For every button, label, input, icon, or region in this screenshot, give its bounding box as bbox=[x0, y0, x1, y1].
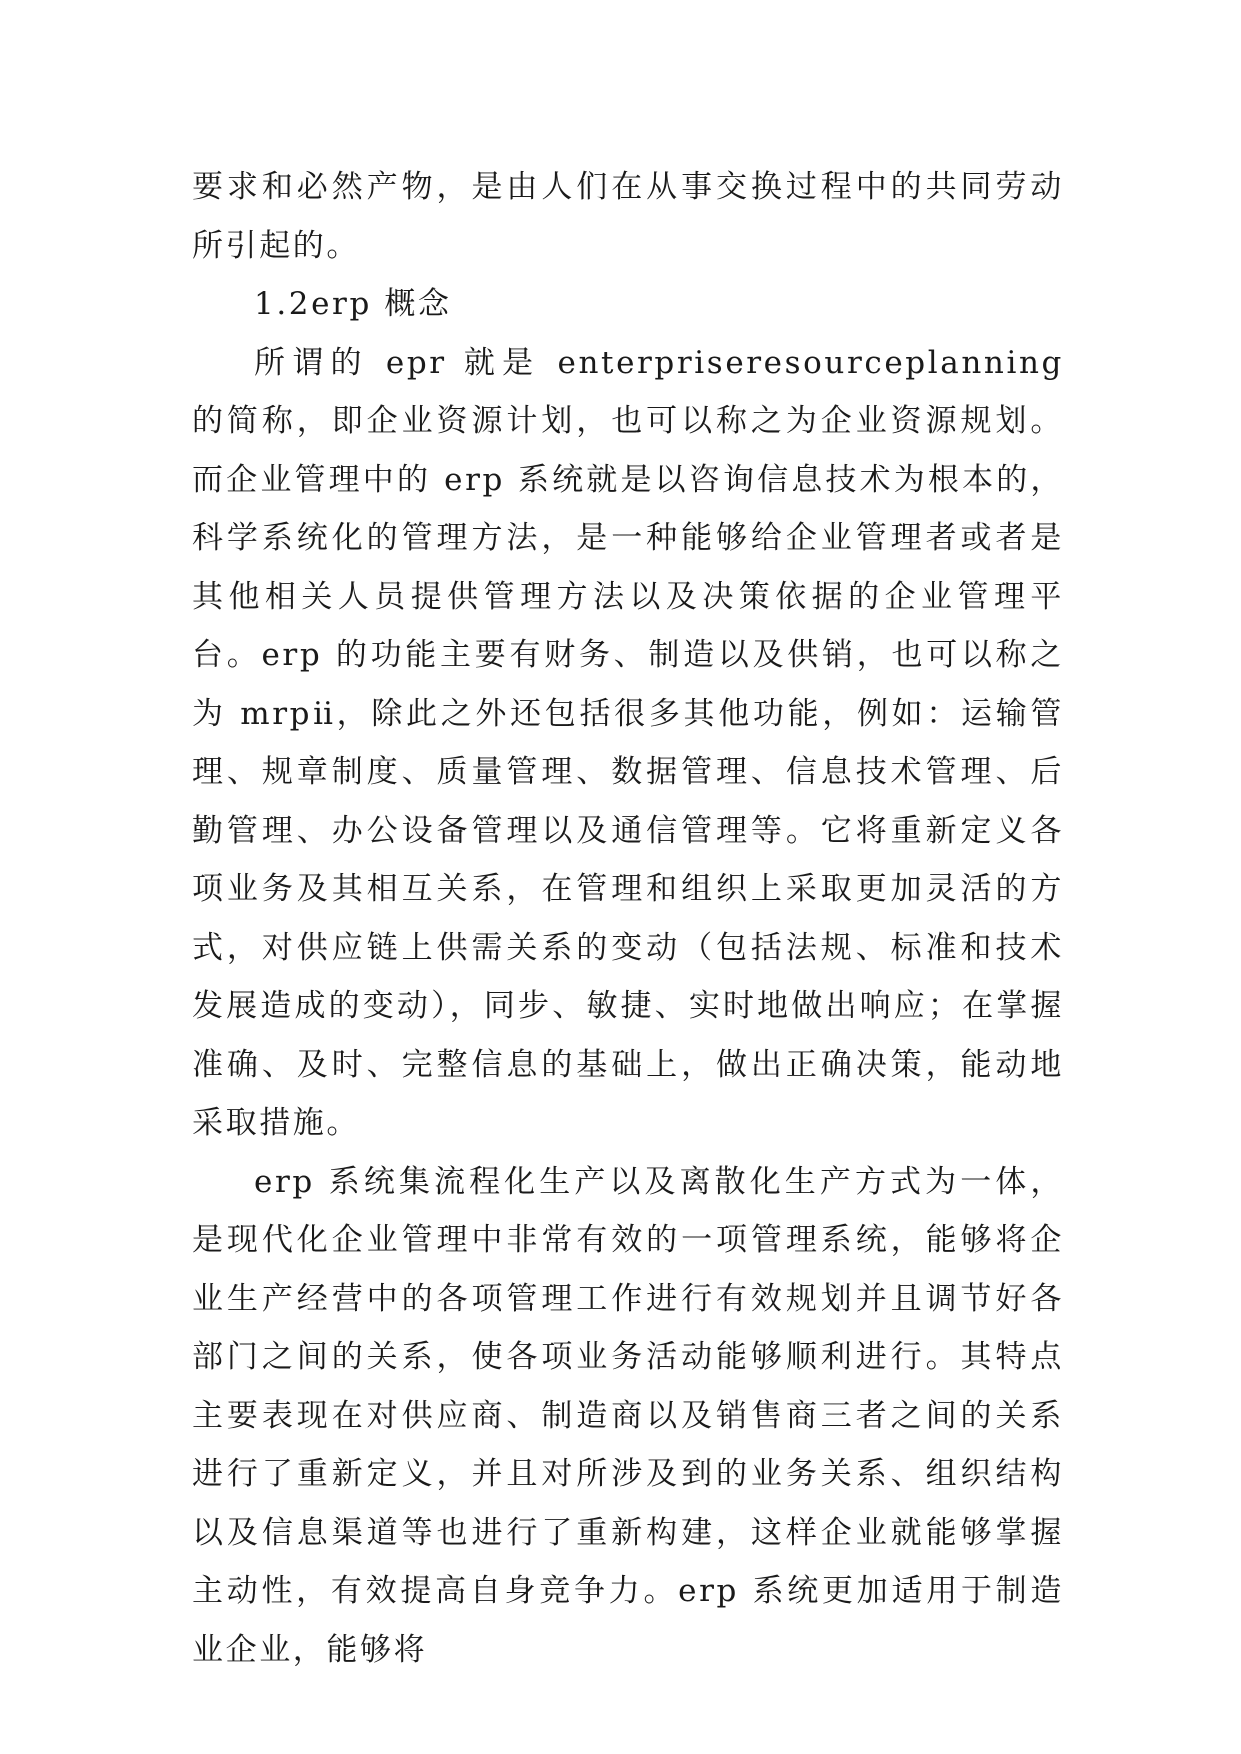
paragraph-erp-features: erp 系统集流程化生产以及离散化生产方式为一体，是现代化企业管理中非常有效的一项管理系统，能够将企业生产经营中的各项管理工作进行有效规划并且调节好各部门之间的关系，使各项业务活动能够顺利进行。其特点主要表现在对供应商、制造商以及销售商三者之间的关系进行了重新定义，并且对所涉及到的业务关系、组织结构以及信息渠道等也进行了重新构建，这样企业就能够掌握主动性，有效提高自身竞争力。erp 系统更加适用于制造业企业，能够将 bbox=[192, 1163, 1064, 1668]
paragraph-continuation: 要求和必然产物，是由人们在从事交换过程中的共同劳动所引起的。 bbox=[192, 169, 1064, 264]
section-heading: 1.2erp 概念 bbox=[254, 286, 452, 322]
paragraph-erp-definition: 所谓的 epr 就是 enterpriseresourceplanning 的简称，即企业资源计划，也可以称之为企业资源规划。而企业管理中的 erp 系统就是以咨询信息技术为根本的，科学系统化的管理方法，是一种能够给企业管理者或者是其他相关人员提供管理方法以及决策依据的企业管理平台。erp 的功能主要有财务、制造以及供销，也可以称之为 mrpⅱ，除此之外还包括很多其他功能，例如：运输管理、规章制度、质量管理、数据管理、信息技术管理、后勤管理、办公设备管理以及通信管理等。它将重新定义各项业务及其相互关系，在管理和组织上采取更加灵活的方式，对供应链上供需关系的变动（包括法规、标准和技术发展造成的变动），同步、敏捷、实时地做出响应；在掌握准确、及时、完整信息的基础上，做出正确决策，能动地采取措施。 bbox=[192, 344, 1064, 1141]
document-body bbox=[192, 158, 1064, 1679]
